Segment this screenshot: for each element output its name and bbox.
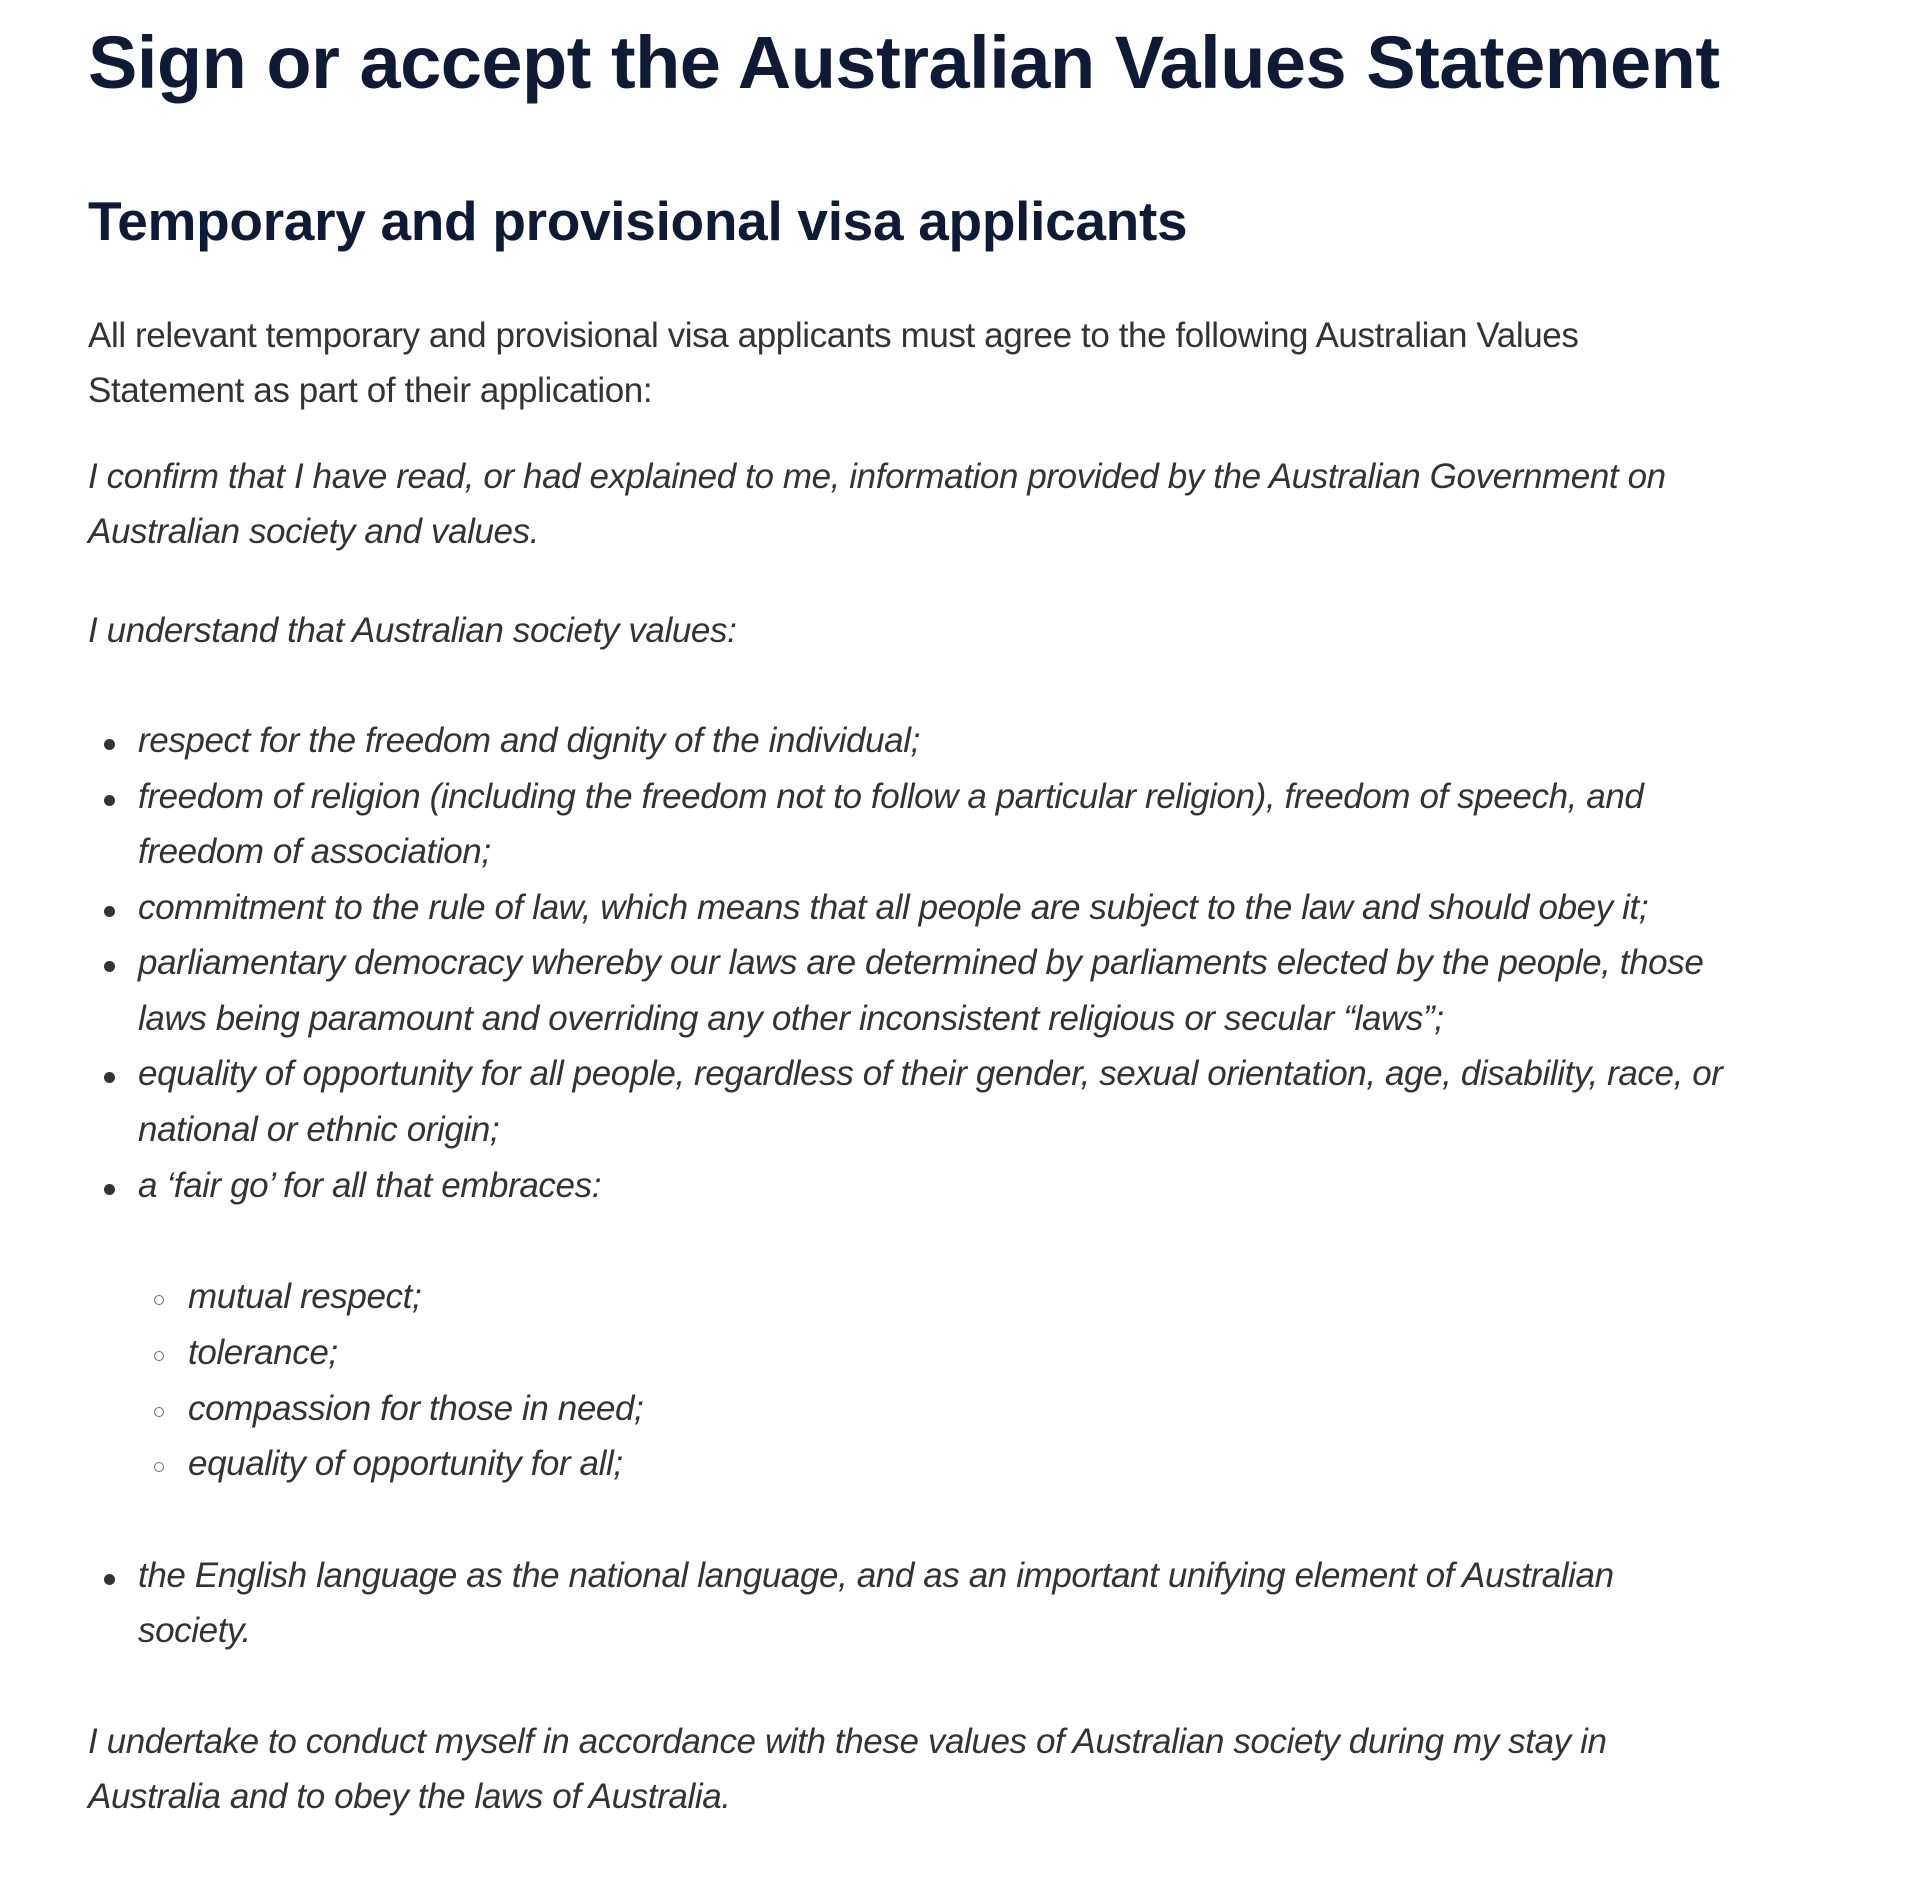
bullet-circle-icon xyxy=(154,1351,164,1361)
list-item-line: equality of opportunity for all people, regardless of their gender, sexual orientation, age, disability, race, or xyxy=(138,1054,1723,1093)
bullet-disc-icon xyxy=(104,906,115,917)
list-item-line: a ‘fair go’ for all that embraces: xyxy=(138,1166,602,1205)
confirm-line: I confirm that I have read, or had explained to me, information provided by the Australian Government on xyxy=(88,457,1666,496)
intro-line: Statement as part of their application: xyxy=(88,371,653,410)
page-title: Sign or accept the Australian Values Statement xyxy=(88,21,1720,104)
list-item-line: freedom of religion (including the freedom not to follow a particular religion), freedom of speech, and xyxy=(138,777,1644,816)
list-item-line: national or ethnic origin; xyxy=(138,1110,500,1149)
sub-list-item-text: tolerance; xyxy=(188,1333,338,1372)
list-item-line: society. xyxy=(138,1611,251,1650)
bullet-disc-icon xyxy=(104,1072,115,1083)
understand-line: I understand that Australian society values: xyxy=(88,611,737,650)
bullet-circle-icon xyxy=(154,1462,164,1472)
list-item-line: laws being paramount and overriding any other inconsistent religious or secular “laws”; xyxy=(138,999,1444,1038)
list-item-line: freedom of association; xyxy=(138,832,491,871)
list-item-line: respect for the freedom and dignity of the individual; xyxy=(138,721,920,760)
undertake-line: I undertake to conduct myself in accordance with these values of Australian society during my stay in xyxy=(88,1722,1607,1761)
sub-list-item-text: mutual respect; xyxy=(188,1277,422,1316)
intro-line: All relevant temporary and provisional visa applicants must agree to the following Australian Values xyxy=(88,316,1579,355)
sub-list-item-text: compassion for those in need; xyxy=(188,1389,644,1428)
bullet-disc-icon xyxy=(104,1574,115,1585)
bullet-circle-icon xyxy=(154,1295,164,1305)
sub-list-item-text: equality of opportunity for all; xyxy=(188,1444,623,1483)
section-heading: Temporary and provisional visa applicants xyxy=(88,190,1188,252)
list-item-line: parliamentary democracy whereby our laws are determined by parliaments elected by the people, those xyxy=(138,943,1704,982)
list-item-line: commitment to the rule of law, which means that all people are subject to the law and should obey it; xyxy=(138,888,1649,927)
bullet-disc-icon xyxy=(104,739,115,750)
undertake-line: Australia and to obey the laws of Australia. xyxy=(88,1777,731,1816)
bullet-disc-icon xyxy=(104,795,115,806)
bullet-circle-icon xyxy=(154,1407,164,1417)
bullet-disc-icon xyxy=(104,1184,115,1195)
bullet-disc-icon xyxy=(104,961,115,972)
list-item-line: the English language as the national language, and as an important unifying element of Australian xyxy=(138,1556,1614,1595)
confirm-line: Australian society and values. xyxy=(88,512,540,551)
